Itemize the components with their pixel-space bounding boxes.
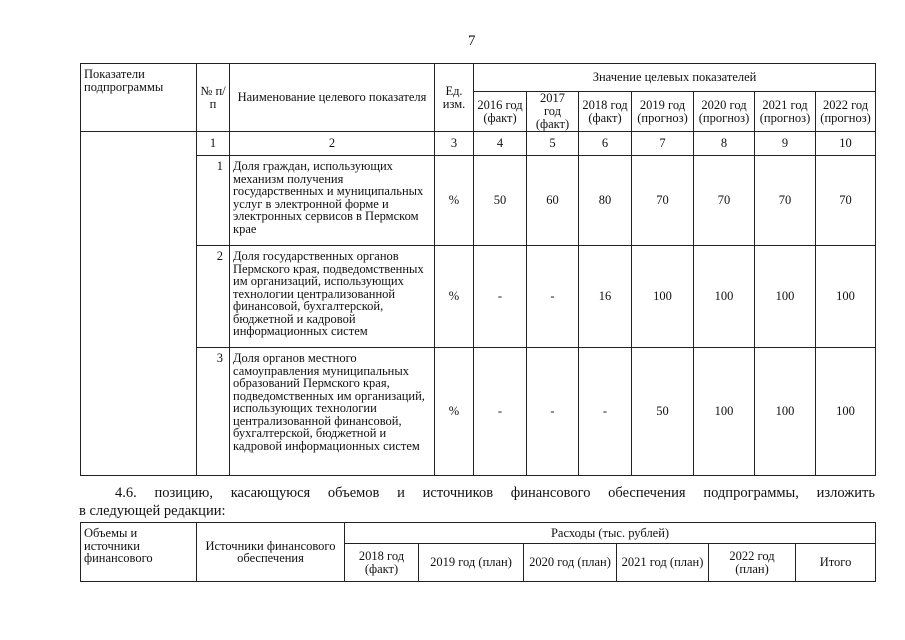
value-cell: 50	[632, 348, 694, 476]
column-number: 1	[197, 132, 230, 156]
header-year: 2018 год (факт)	[345, 544, 419, 582]
value-cell: 100	[755, 348, 816, 476]
value-cell: 100	[694, 348, 755, 476]
value-cell: -	[474, 348, 527, 476]
table-row	[81, 246, 876, 348]
column-number: 6	[579, 132, 632, 156]
column-number: 5	[527, 132, 579, 156]
header-year: 2019 год (прогноз)	[632, 92, 694, 132]
indicator-name: Доля государственных органов Пермского края, подведомственных им организаций, использующих технологии централизованной финансовой, бухгалтерской, бюджетной и кадровой информационных систем	[230, 246, 435, 348]
value-cell: 70	[632, 156, 694, 246]
unit: %	[435, 246, 474, 348]
column-number: 10	[816, 132, 876, 156]
header-year: 2020 год (прогноз)	[694, 92, 755, 132]
header-year: 2021 год (прогноз)	[755, 92, 816, 132]
page-number: 7	[468, 33, 476, 49]
value-cell: 60	[527, 156, 579, 246]
header-year: 2016 год (факт)	[474, 92, 527, 132]
header-year: 2022 год (прогноз)	[816, 92, 876, 132]
financing-table	[80, 522, 876, 582]
amendment-paragraph	[79, 484, 875, 520]
value-cell: 16	[579, 246, 632, 348]
paragraph-line: в следующей редакции:	[79, 503, 226, 519]
indicator-name: Доля органов местного самоуправления муниципальных образований Пермского края, подведомственных им организаций, использующих технологии централизованной финансовой, бухгалтерской, бюджетной и кадровой информационных систем	[230, 348, 435, 476]
row-number: 3	[197, 348, 230, 476]
header-volumes: Объемы и источники финансового	[81, 523, 197, 582]
header-expenses: Расходы (тыс. рублей)	[345, 523, 876, 544]
column-number: 9	[755, 132, 816, 156]
value-cell: 100	[816, 348, 876, 476]
header-year: 2019 год (план)	[419, 544, 524, 582]
header-name: Наименование целевого показателя	[230, 64, 435, 132]
subprogram-cell	[81, 132, 197, 476]
indicator-name: Доля граждан, использующих механизм получения государственных и муниципальных услуг в электронной форме и электронных сервисов в Пермском крае	[230, 156, 435, 246]
value-cell: -	[527, 348, 579, 476]
value-cell: -	[474, 246, 527, 348]
value-cell: 50	[474, 156, 527, 246]
value-cell: 70	[694, 156, 755, 246]
header-year: 2017 год (факт)	[527, 92, 579, 132]
header-year: 2021 год (план)	[617, 544, 709, 582]
header-sources: Источники финансового обеспечения	[197, 523, 345, 582]
table-row	[81, 156, 876, 246]
value-cell: -	[579, 348, 632, 476]
header-year: 2018 год (факт)	[579, 92, 632, 132]
value-cell: 100	[632, 246, 694, 348]
target-indicators-table	[80, 63, 876, 476]
column-number: 3	[435, 132, 474, 156]
row-number: 1	[197, 156, 230, 246]
column-number: 8	[694, 132, 755, 156]
header-unit: Ед. изм.	[435, 64, 474, 132]
header-num: № п/п	[197, 64, 230, 132]
header-year: 2022 год (план)	[709, 544, 796, 582]
value-cell: 70	[755, 156, 816, 246]
value-cell: 80	[579, 156, 632, 246]
unit: %	[435, 348, 474, 476]
header-total: Итого	[796, 544, 876, 582]
table-row	[81, 348, 876, 476]
header-year: 2020 год (план)	[524, 544, 617, 582]
value-cell: 100	[694, 246, 755, 348]
paragraph-line: 4.6. позицию, касающуюся объемов и источников финансового обеспечения подпрограммы, изложить	[115, 485, 875, 501]
unit: %	[435, 156, 474, 246]
row-number: 2	[197, 246, 230, 348]
value-cell: 100	[755, 246, 816, 348]
value-cell: -	[527, 246, 579, 348]
column-number: 4	[474, 132, 527, 156]
column-number: 7	[632, 132, 694, 156]
value-cell: 70	[816, 156, 876, 246]
header-values: Значение целевых показателей	[474, 64, 876, 92]
column-number: 2	[230, 132, 435, 156]
header-subprogram: Показатели подпрограммы	[81, 64, 197, 132]
value-cell: 100	[816, 246, 876, 348]
